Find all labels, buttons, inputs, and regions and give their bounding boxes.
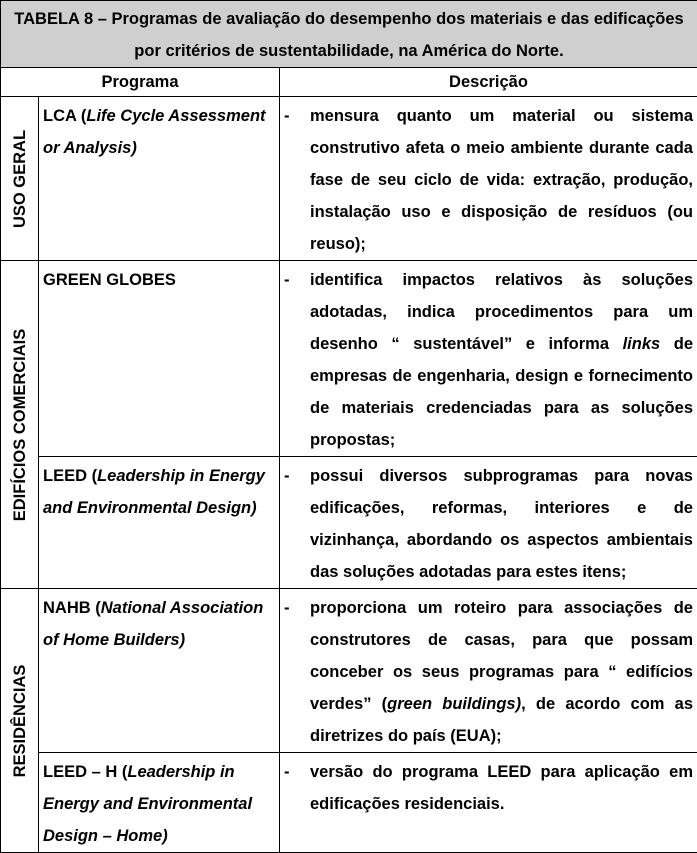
- table-row: [1, 457, 697, 589]
- program-description-green-globes: - identifica impactos relativos às soluções adotadas, indica procedimentos para um desenho “ sustentável” e informa links de empresas de engenharia, design e fornecimento de materiais credenciadas para as soluções propostas;: [280, 261, 697, 457]
- bullet-dash: -: [284, 592, 310, 752]
- category-label: USO GERAL: [4, 129, 36, 227]
- program-name-lca: LCA (Life Cycle Assessment or Analysis): [39, 97, 280, 261]
- program-name-leed-h: LEED – H (Leadership in Energy and Environmental Design – Home): [39, 753, 280, 853]
- program-description-lca: - mensura quanto um material ou sistema construtivo afeta o meio ambiente durante cada fase de seu ciclo de vida: extração, produção, instalação uso e disposição de resíduos (ou reuso);: [280, 97, 697, 261]
- table-row: [1, 97, 697, 261]
- header-programa: Programa: [1, 68, 280, 97]
- program-description-leed: - possui diversos subprogramas para novas edificações, reformas, interiores e de vizinhança, abordando os aspectos ambientais das soluções adotadas para estes itens;: [280, 457, 697, 589]
- table-row: [1, 753, 697, 853]
- program-name-nahb: NAHB (National Association of Home Builders): [39, 589, 280, 753]
- table-header-row: [1, 68, 697, 97]
- header-descricao: Descrição: [280, 68, 697, 97]
- category-label: EDIFÍCIOS COMERCIAIS: [4, 328, 36, 521]
- bullet-dash: -: [284, 264, 310, 456]
- category-edificios-comerciais: [1, 261, 39, 589]
- category-residencias: [1, 589, 39, 853]
- category-uso-geral: [1, 97, 39, 261]
- table-caption-row: [1, 1, 697, 68]
- category-label: RESIDÊNCIAS: [4, 664, 36, 777]
- program-name-green-globes: GREEN GLOBES: [39, 261, 280, 457]
- bullet-dash: -: [284, 100, 310, 260]
- program-name-leed: LEED (Leadership in Energy and Environmental Design): [39, 457, 280, 589]
- bullet-dash: -: [284, 460, 310, 588]
- program-description-leed-h: - versão do programa LEED para aplicação em edificações residenciais.: [280, 753, 697, 853]
- table-row: [1, 589, 697, 753]
- program-description-nahb: - proporciona um roteiro para associações de construtores de casas, para que possam conceber os seus programas para “ edifícios verdes” (green buildings), de acordo com as diretrizes do país (EUA);: [280, 589, 697, 753]
- table-row: [1, 261, 697, 457]
- table-caption: TABELA 8 – Programas de avaliação do desempenho dos materiais e das edificações por critérios de sustentabilidade, na América do Norte.: [1, 1, 697, 68]
- bullet-dash: -: [284, 756, 310, 820]
